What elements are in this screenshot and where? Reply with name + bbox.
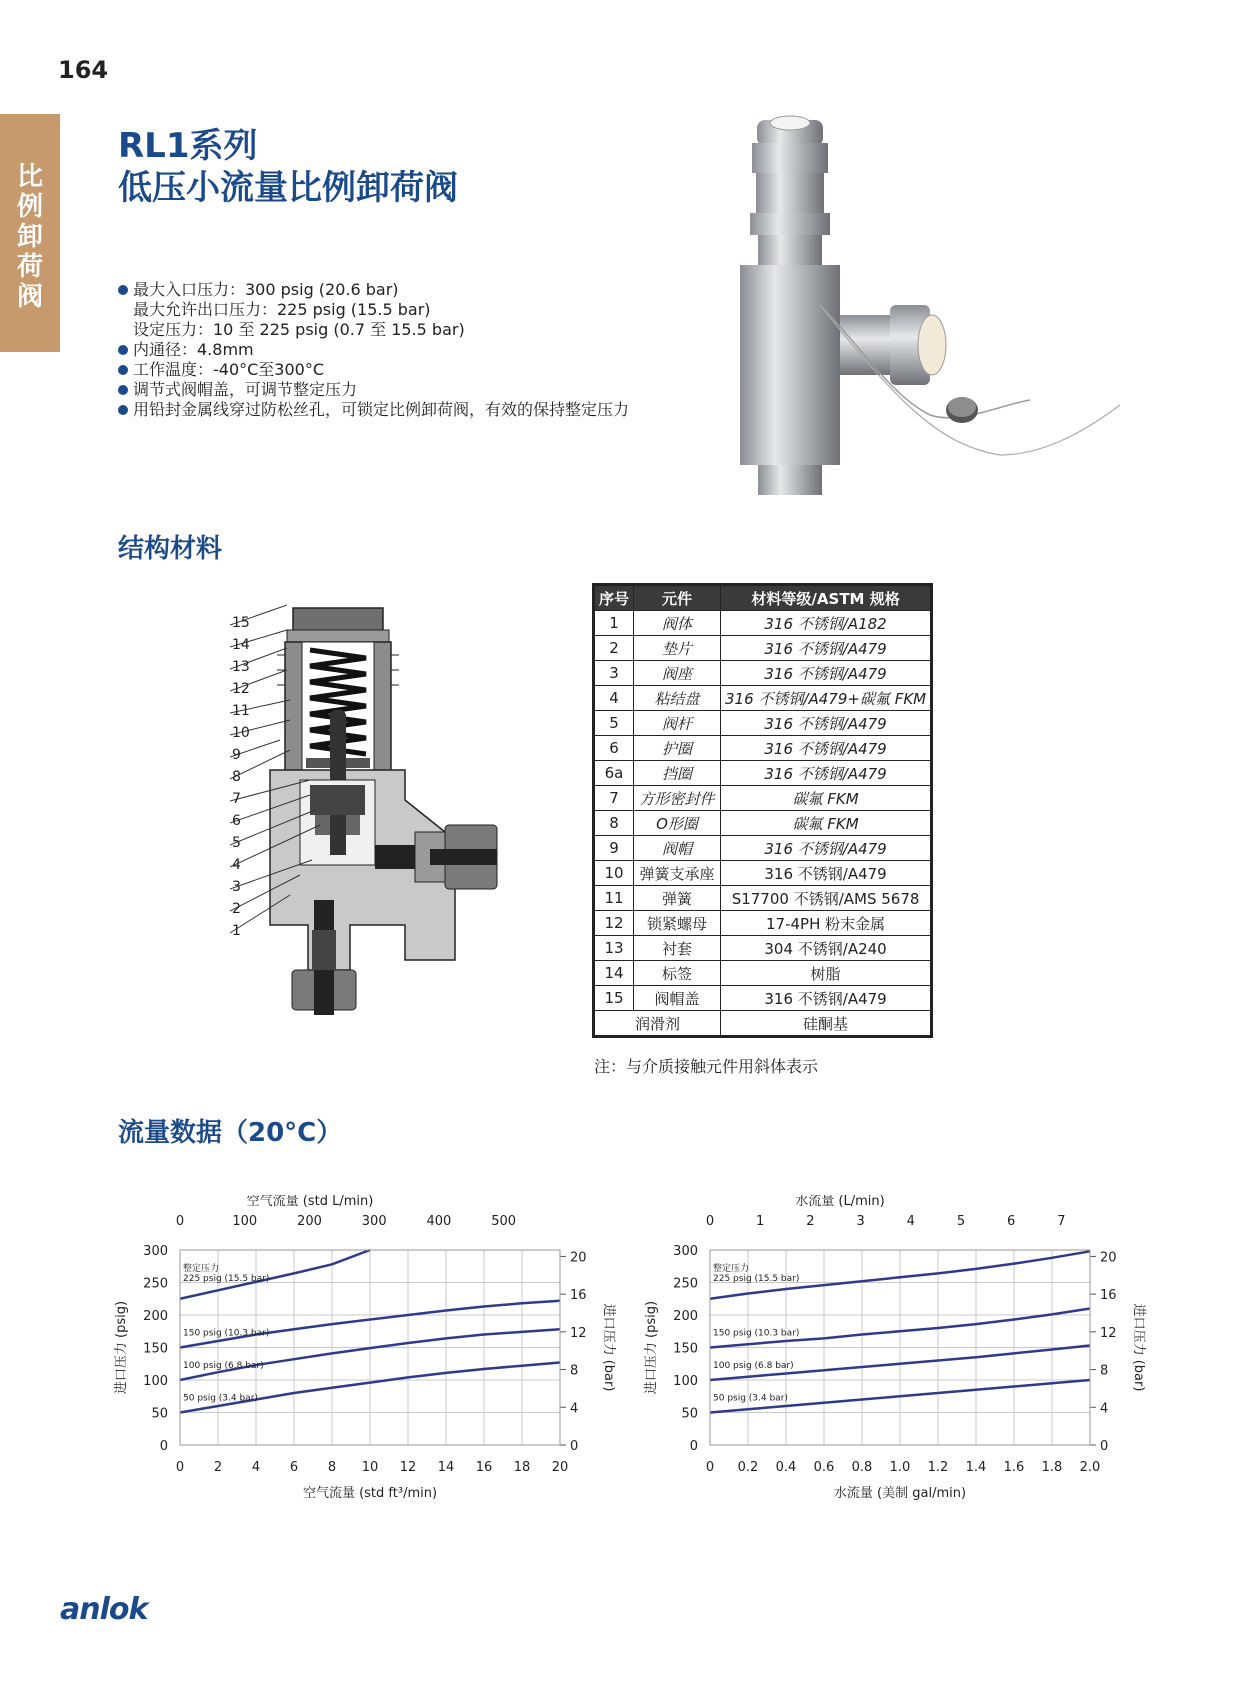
x-top-axis-label: 空气流量 (std L/min)	[246, 1195, 374, 1209]
callout-list	[232, 612, 250, 942]
x-tick-label: 2.0	[1079, 1460, 1101, 1475]
x-tick-label: 8	[327, 1460, 337, 1475]
material-spec: 316 不锈钢/A479	[721, 736, 931, 761]
x-tick-label: 0.6	[813, 1460, 835, 1475]
side-tab-char: 阀	[16, 282, 43, 312]
y-tick-label: 250	[143, 1276, 168, 1292]
bullet-icon	[118, 285, 128, 295]
y-tick-label: 100	[673, 1374, 698, 1389]
y-tick-label: 300	[673, 1244, 698, 1259]
part-name: 护圈	[634, 736, 721, 761]
callout-number: 3	[232, 879, 241, 895]
table-row	[595, 961, 931, 986]
y-right-tick-label: 12	[1100, 1325, 1117, 1341]
callout-number: 14	[232, 637, 250, 653]
y-right-tick-label: 20	[570, 1250, 587, 1266]
part-name: 弹簧支承座	[634, 861, 721, 886]
x-tick-label: 2	[213, 1460, 223, 1475]
x-tick-label: 1.8	[1041, 1460, 1063, 1475]
material-spec: 316 不锈钢/A479	[721, 661, 931, 686]
part-name: 阀座	[634, 661, 721, 686]
y-axis-label: 进口压力 (psig)	[644, 1300, 659, 1395]
callout-number: 8	[232, 769, 241, 785]
spec-item: 最大入口压力：300 psig (20.6 bar)	[118, 280, 629, 300]
material-spec: 树脂	[721, 961, 931, 986]
y-right-tick-label: 12	[570, 1325, 587, 1341]
callout-number: 13	[232, 659, 250, 675]
table-row	[595, 761, 931, 786]
callout-number: 2	[232, 901, 241, 917]
product-series-title: RL1系列	[118, 126, 258, 166]
x-top-tick-label: 300	[361, 1214, 387, 1229]
material-spec: 17-4PH 粉末金属	[721, 911, 931, 936]
table-header: 元件	[634, 586, 721, 611]
x-top-tick-label: 500	[491, 1214, 517, 1229]
part-name: 阀体	[634, 611, 721, 636]
x-top-tick-label: 1	[756, 1214, 765, 1229]
y-tick-label: 150	[143, 1341, 168, 1357]
lubricant-label: 润滑剂	[595, 1011, 721, 1036]
y-right-tick-label: 0	[570, 1439, 579, 1454]
side-tab-char: 卸	[16, 222, 43, 252]
material-spec: 316 不锈钢/A479	[721, 861, 931, 886]
side-tab-char: 荷	[16, 252, 43, 282]
row-number: 6a	[595, 761, 634, 786]
material-spec: 碳氟 FKM	[721, 786, 931, 811]
side-category-tab	[0, 114, 60, 352]
table-row	[595, 936, 931, 961]
spec-item: 调节式阀帽盖，可调节整定压力	[118, 380, 629, 400]
section-title-flow: 流量数据（20°C）	[118, 1118, 343, 1148]
spec-list	[118, 280, 629, 420]
table-row	[595, 611, 931, 636]
material-spec: 碳氟 FKM	[721, 811, 931, 836]
series-label: 50 psig (3.4 bar)	[713, 1393, 788, 1404]
materials-table	[594, 585, 931, 1036]
series-label: 100 psig (6.8 bar)	[183, 1361, 264, 1371]
cross-section-diagram	[230, 600, 520, 1020]
x-tick-label: 0.2	[737, 1460, 759, 1475]
callout-number: 11	[232, 703, 250, 719]
product-photo	[700, 105, 1120, 495]
x-top-tick-label: 0	[705, 1214, 715, 1229]
bullet-icon	[118, 365, 128, 375]
x-top-tick-label: 200	[297, 1214, 322, 1229]
table-row	[595, 786, 931, 811]
series-label: 225 psig (15.5 bar)	[713, 1273, 800, 1284]
x-tick-label: 0	[175, 1460, 185, 1475]
part-name: 阀帽盖	[634, 986, 721, 1011]
y-right-axis-label: 进口压力 (bar)	[601, 1303, 616, 1392]
table-row	[595, 636, 931, 661]
x-tick-label: 0.8	[851, 1460, 873, 1475]
callout-number: 6	[232, 813, 241, 829]
bullet-icon	[118, 405, 128, 415]
y-tick-label: 0	[689, 1439, 698, 1454]
x-tick-label: 1.4	[965, 1460, 987, 1475]
product-name-title: 低压小流量比例卸荷阀	[118, 168, 458, 208]
spec-item: 工作温度：-40°C至300°C	[118, 360, 629, 380]
part-name: 衬套	[634, 936, 721, 961]
callout-number: 10	[232, 725, 250, 741]
y-tick-label: 100	[143, 1374, 168, 1389]
x-top-tick-label: 3	[856, 1214, 865, 1229]
y-axis-label: 进口压力 (psig)	[114, 1300, 129, 1395]
row-number: 13	[595, 936, 634, 961]
x-tick-label: 4	[251, 1460, 261, 1475]
spec-item: 最大允许出口压力：225 psig (15.5 bar)	[133, 300, 431, 319]
table-row	[595, 661, 931, 686]
material-spec: 316 不锈钢/A479	[721, 636, 931, 661]
x-top-tick-label: 7	[1057, 1214, 1066, 1229]
side-tab-char: 例	[16, 192, 43, 222]
y-right-tick-label: 4	[570, 1401, 579, 1417]
table-header: 序号	[595, 586, 634, 611]
series-label: 150 psig (10.3 bar)	[713, 1328, 800, 1339]
y-right-tick-label: 8	[1100, 1363, 1109, 1379]
y-right-tick-label: 4	[1100, 1401, 1109, 1417]
material-spec: 304 不锈钢/A240	[721, 936, 931, 961]
x-axis-label: 空气流量 (std ft³/min)	[302, 1486, 438, 1501]
part-name: 阀杆	[634, 711, 721, 736]
y-right-tick-label: 0	[1100, 1439, 1109, 1454]
material-spec: 316 不锈钢/A479	[721, 986, 931, 1011]
series-label: 225 psig (15.5 bar)	[183, 1273, 270, 1284]
row-number: 3	[595, 661, 634, 686]
row-number: 12	[595, 911, 634, 936]
x-top-tick-label: 4	[906, 1214, 915, 1229]
table-row	[595, 686, 931, 711]
x-tick-label: 10	[361, 1460, 379, 1475]
series-label: 50 psig (3.4 bar)	[183, 1393, 258, 1404]
x-top-tick-label: 400	[426, 1214, 452, 1229]
part-name: 弹簧	[634, 886, 721, 911]
table-note: 注：与介质接触元件用斜体表示	[594, 1057, 819, 1076]
series-label: 100 psig (6.8 bar)	[713, 1361, 794, 1371]
material-spec: 316 不锈钢/A479	[721, 711, 931, 736]
table-row	[595, 861, 931, 886]
row-number: 14	[595, 961, 634, 986]
bullet-icon	[118, 345, 128, 355]
table-row	[595, 836, 931, 861]
part-name: 挡圈	[634, 761, 721, 786]
row-number: 11	[595, 886, 634, 911]
row-number: 5	[595, 711, 634, 736]
y-right-axis-label: 进口压力 (bar)	[1131, 1303, 1146, 1392]
table-row-lubricant	[595, 1011, 931, 1036]
y-tick-label: 50	[151, 1406, 168, 1422]
part-name: O形圈	[634, 811, 721, 836]
x-tick-label: 0.4	[775, 1460, 797, 1475]
section-title-materials: 结构材料	[118, 534, 223, 564]
y-right-tick-label: 20	[1100, 1250, 1117, 1266]
x-tick-label: 1.6	[1003, 1460, 1025, 1475]
y-tick-label: 0	[159, 1439, 168, 1454]
x-top-tick-label: 2	[806, 1214, 815, 1229]
y-tick-label: 200	[673, 1309, 698, 1324]
y-tick-label: 150	[673, 1341, 698, 1357]
material-spec: 316 不锈钢/A479	[721, 761, 931, 786]
callout-number: 15	[232, 615, 250, 631]
x-tick-label: 16	[475, 1460, 493, 1475]
x-top-tick-label: 100	[232, 1214, 258, 1229]
y-right-tick-label: 16	[1100, 1288, 1117, 1304]
part-name: 粘结盘	[634, 686, 721, 711]
y-tick-label: 50	[681, 1406, 698, 1422]
y-tick-label: 300	[143, 1244, 168, 1259]
y-tick-label: 200	[143, 1309, 168, 1324]
spec-item: 设定压力：10 至 225 psig (0.7 至 15.5 bar)	[133, 320, 465, 339]
x-top-axis-label: 水流量 (L/min)	[795, 1195, 885, 1209]
row-number: 10	[595, 861, 634, 886]
x-top-tick-label: 0	[175, 1214, 185, 1229]
x-axis-label: 水流量 (美制 gal/min)	[833, 1486, 967, 1501]
y-right-tick-label: 8	[570, 1363, 579, 1379]
series-label: 150 psig (10.3 bar)	[183, 1328, 270, 1339]
x-tick-label: 6	[289, 1460, 299, 1475]
part-name: 方形密封件	[634, 786, 721, 811]
annotation-label: 整定压力	[713, 1263, 750, 1274]
x-tick-label: 1.0	[889, 1460, 911, 1475]
part-name: 垫片	[634, 636, 721, 661]
callout-number: 4	[232, 857, 241, 873]
x-top-tick-label: 6	[1007, 1214, 1016, 1229]
annotation-label: 整定压力	[183, 1263, 220, 1274]
row-number: 2	[595, 636, 634, 661]
x-tick-label: 20	[551, 1460, 569, 1475]
part-name: 阀帽	[634, 836, 721, 861]
x-top-tick-label: 5	[956, 1214, 966, 1229]
y-right-tick-label: 16	[570, 1288, 587, 1304]
material-spec: 316 不锈钢/A182	[721, 611, 931, 636]
row-number: 7	[595, 786, 634, 811]
brand-logo: anlok	[60, 1592, 148, 1627]
callout-number: 5	[232, 835, 241, 851]
side-tab-char: 比	[16, 162, 43, 192]
part-name: 标签	[634, 961, 721, 986]
table-row	[595, 736, 931, 761]
table-row	[595, 811, 931, 836]
table-row	[595, 986, 931, 1011]
x-tick-label: 0	[705, 1460, 715, 1475]
water-flow-chart	[630, 1195, 1150, 1515]
row-number: 4	[595, 686, 634, 711]
row-number: 9	[595, 836, 634, 861]
spec-item: 内通径：4.8mm	[118, 340, 629, 360]
row-number: 1	[595, 611, 634, 636]
material-spec: 316 不锈钢/A479+碳氟 FKM	[721, 686, 931, 711]
row-number: 6	[595, 736, 634, 761]
row-number: 8	[595, 811, 634, 836]
table-row	[595, 711, 931, 736]
part-name: 锁紧螺母	[634, 911, 721, 936]
material-spec: 316 不锈钢/A479	[721, 836, 931, 861]
x-tick-label: 14	[437, 1460, 455, 1475]
callout-number: 9	[232, 747, 241, 763]
table-row	[595, 886, 931, 911]
callout-number: 1	[232, 923, 241, 939]
material-spec: S17700 不锈钢/AMS 5678	[721, 886, 931, 911]
x-tick-label: 12	[399, 1460, 417, 1475]
bullet-icon	[118, 385, 128, 395]
x-tick-label: 1.2	[927, 1460, 949, 1475]
page-number: 164	[58, 56, 109, 84]
y-tick-label: 250	[673, 1276, 698, 1292]
row-number: 15	[595, 986, 634, 1011]
table-header: 材料等级/ASTM 规格	[721, 586, 931, 611]
spec-item: 用铅封金属线穿过防松丝孔，可锁定比例卸荷阀，有效的保持整定压力	[118, 400, 629, 420]
lubricant-value: 硅酮基	[721, 1011, 931, 1036]
air-flow-chart	[100, 1195, 620, 1515]
table-row	[595, 911, 931, 936]
callout-number: 12	[232, 681, 250, 697]
callout-number: 7	[232, 791, 241, 807]
x-tick-label: 18	[513, 1460, 531, 1475]
